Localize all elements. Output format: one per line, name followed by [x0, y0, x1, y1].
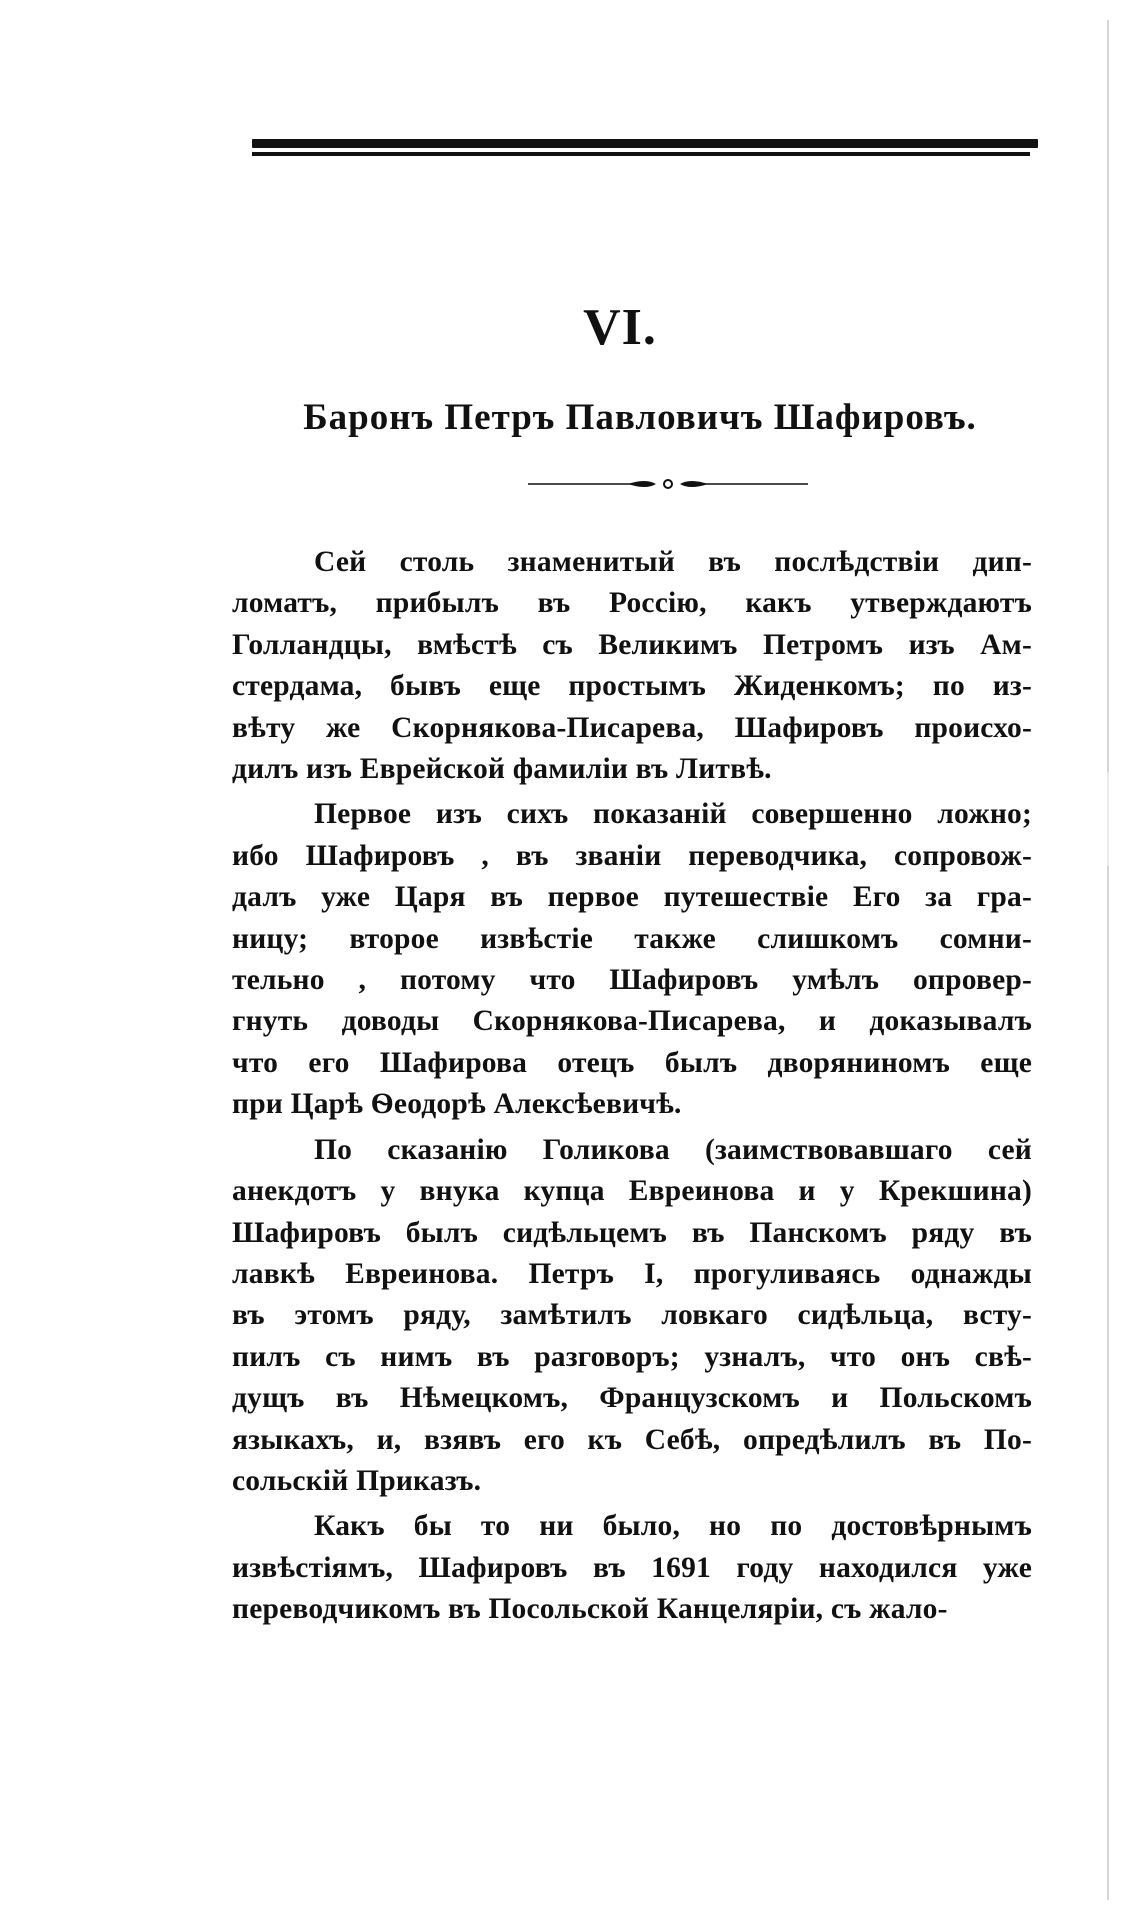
header-rule-thick — [252, 139, 1038, 148]
text-line: дилъ изъ Еврейской фамиліи въ Литвѣ. — [232, 753, 772, 786]
text-line: вѣту же Скорнякова-Писарева, Шафировъ происхо- — [232, 711, 1032, 744]
paragraph — [232, 1506, 1032, 1634]
text-line: Какъ бы то ни было, но по достовѣрнымъ — [314, 1510, 1032, 1543]
ornament-center-dot — [664, 480, 672, 488]
text-line: Сей столь знаменитый въ послѣдствіи дип- — [314, 546, 1032, 578]
ornament-leaf-left — [628, 481, 656, 487]
page-edge-shadow — [1107, 20, 1109, 1900]
chapter-title: Баронъ Петръ Павловичъ Шафировъ. — [303, 397, 977, 438]
text-line: переводчикомъ въ Посольской Канцеляріи, съ жало- — [232, 1593, 948, 1626]
text-line: анекдотъ у внука купца Евреинова и у Крекшина) — [232, 1175, 1032, 1208]
text-line: далъ уже Царя въ первое путешествіе Его за гра- — [232, 881, 1032, 914]
text-line: стердама, бывъ еще простымъ Жиденкомъ; по из- — [232, 670, 1032, 703]
text-line: при Царѣ Ѳеодорѣ Алексѣевичѣ. — [232, 1088, 682, 1121]
text-line: что его Шафирова отецъ былъ дворяниномъ еще — [232, 1046, 1032, 1079]
paragraph — [232, 542, 1032, 794]
text-line: Голландцы, вмѣстѣ съ Великимъ Петромъ изъ Ам- — [232, 628, 1032, 661]
header-rule-thin — [252, 152, 1030, 156]
paragraph — [232, 794, 1032, 1129]
text-line: извѣстіямъ, Шафировъ въ 1691 году находился уже — [232, 1551, 1032, 1584]
chapter-number: VI. — [583, 299, 657, 356]
text-line: пилъ съ нимъ въ разговоръ; узналъ, что онъ свѣ- — [232, 1340, 1032, 1373]
text-line: По сказанію Голикова (заимствовавшаго сей — [314, 1133, 1032, 1166]
text-line: тельно , потому что Шафировъ умѣлъ опровер- — [232, 964, 1032, 997]
text-line: дущъ въ Нѣмецкомъ, Французскомъ и Польскомъ — [232, 1382, 1032, 1415]
body-text — [232, 542, 1032, 1635]
text-line: ибо Шафировъ , въ званіи переводчика, сопровож- — [232, 839, 1032, 872]
text-line: лавкѣ Евреинова. Петръ I, прогуливаясь однажды — [232, 1257, 1032, 1290]
text-line: Шафировъ былъ сидѣльцемъ въ Панскомъ ряду въ — [232, 1216, 1032, 1249]
paragraph — [232, 1130, 1032, 1507]
text-line: ломатъ, прибылъ въ Россію, какъ утверждаютъ — [232, 587, 1032, 620]
header-rule — [252, 139, 1038, 156]
ornament-divider — [528, 474, 808, 494]
text-line: въ этомъ ряду, замѣтилъ ловкаго сидѣльца, всту- — [232, 1299, 1032, 1332]
text-line: языкахъ, и, взявъ его къ Себѣ, опредѣлилъ въ По- — [232, 1423, 1032, 1456]
text-line: гнуть доводы Скорнякова-Писарева, и доказывалъ — [232, 1005, 1032, 1038]
text-line: ницу; второе извѣстіе также слишкомъ сомни- — [232, 922, 1032, 955]
text-line: сольскій Приказъ. — [232, 1464, 482, 1497]
text-line: Первое изъ сихъ показаній совершенно ложно; — [314, 798, 1032, 831]
